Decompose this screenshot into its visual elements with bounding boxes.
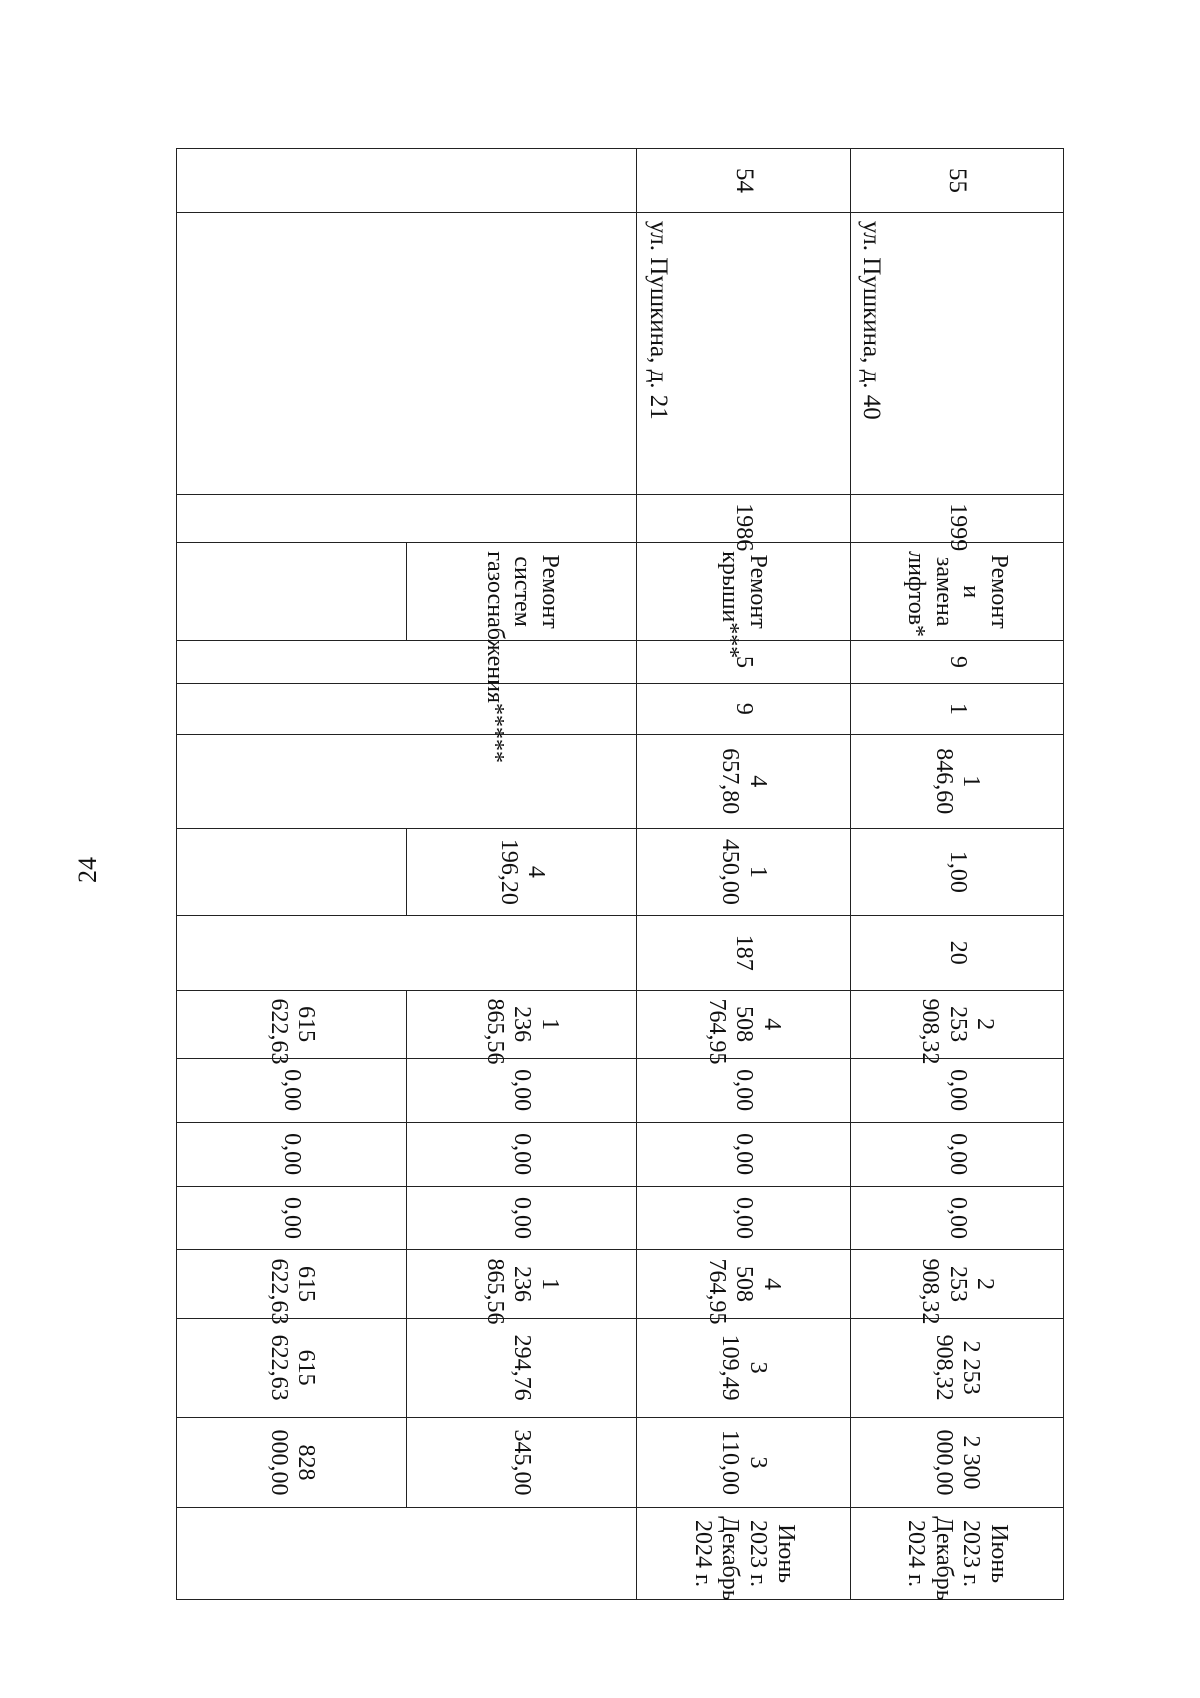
unit-cost: 615 622,63 bbox=[177, 1318, 407, 1417]
build-year: 1999 bbox=[850, 495, 1063, 543]
cost-3: 0,00 bbox=[850, 1122, 1063, 1186]
cost-5: 2 253 908,32 bbox=[850, 1250, 1063, 1318]
period: Июнь 2023 г. Декабрь 2024 г. bbox=[850, 1508, 1063, 1600]
cost-3: 0,00 bbox=[637, 1122, 850, 1186]
table-row bbox=[407, 149, 637, 1600]
cost-4: 0,00 bbox=[177, 1186, 407, 1250]
cost-total: 4 508 764,95 bbox=[637, 990, 850, 1058]
cost-total: 615 622,63 bbox=[177, 990, 407, 1058]
cost-2: 0,00 bbox=[850, 1058, 1063, 1122]
area: 4 657,80 bbox=[637, 734, 850, 828]
page-number: 24 bbox=[73, 857, 102, 883]
cost-3: 0,00 bbox=[407, 1122, 637, 1186]
cost-5: 1 236 865,56 bbox=[407, 1250, 637, 1318]
work-type bbox=[177, 543, 407, 641]
cost-4: 0,00 bbox=[407, 1186, 637, 1250]
units bbox=[177, 915, 637, 990]
cost-total: 2 253 908,32 bbox=[850, 990, 1063, 1058]
unit-cost: 2 253 908,32 bbox=[850, 1318, 1063, 1417]
column-6 bbox=[177, 683, 637, 734]
cost-2: 0,00 bbox=[177, 1058, 407, 1122]
cost-2: 0,00 bbox=[637, 1058, 850, 1122]
work-type: Ремонт систем газоснабжения***** bbox=[407, 543, 637, 641]
unit-cost: 3 109,49 bbox=[637, 1318, 850, 1417]
column-6: 9 bbox=[637, 683, 850, 734]
max-cost: 3 110,00 bbox=[637, 1417, 850, 1508]
area: 1 846,60 bbox=[850, 734, 1063, 828]
work-type: Ремонт крыши*** bbox=[637, 543, 850, 641]
area bbox=[177, 734, 637, 828]
build-year: 1986 bbox=[637, 495, 850, 543]
cost-5: 615 622,63 bbox=[177, 1250, 407, 1318]
period: Июнь 2023 г. Декабрь 2024 г. bbox=[637, 1508, 850, 1600]
build-year bbox=[177, 495, 637, 543]
cost-4: 0,00 bbox=[637, 1186, 850, 1250]
max-cost: 2 300 000,00 bbox=[850, 1417, 1063, 1508]
work-schedule-table bbox=[176, 148, 1064, 1600]
cost-3: 0,00 bbox=[177, 1122, 407, 1186]
cost-2: 0,00 bbox=[407, 1058, 637, 1122]
max-cost: 345,00 bbox=[407, 1417, 637, 1508]
row-number: 55 bbox=[850, 149, 1063, 213]
max-cost: 828 000,00 bbox=[177, 1417, 407, 1508]
cost-total: 1 236 865,56 bbox=[407, 990, 637, 1058]
table-row bbox=[637, 149, 850, 1600]
cost-4: 0,00 bbox=[850, 1186, 1063, 1250]
column-6: 1 bbox=[850, 683, 1063, 734]
address bbox=[177, 212, 637, 494]
table-grid bbox=[176, 148, 1064, 1600]
units: 20 bbox=[850, 915, 1063, 990]
column-5: 9 bbox=[850, 641, 1063, 684]
row-number: 54 bbox=[637, 149, 850, 213]
quantity bbox=[177, 828, 407, 915]
row-number bbox=[177, 149, 637, 213]
column-5 bbox=[177, 641, 637, 684]
address: ул. Пушкина, д. 40 bbox=[850, 212, 1063, 494]
quantity: 4 196,20 bbox=[407, 828, 637, 915]
quantity: 1 450,00 bbox=[637, 828, 850, 915]
work-type: Ремонт и замена лифтов* bbox=[850, 543, 1063, 641]
units: 187 bbox=[637, 915, 850, 990]
period bbox=[177, 1508, 637, 1600]
unit-cost: 294,76 bbox=[407, 1318, 637, 1417]
quantity: 1,00 bbox=[850, 828, 1063, 915]
table-row bbox=[850, 149, 1063, 1600]
address: ул. Пушкина, д. 21 bbox=[637, 212, 850, 494]
column-5: 5 bbox=[637, 641, 850, 684]
cost-5: 4 508 764,95 bbox=[637, 1250, 850, 1318]
